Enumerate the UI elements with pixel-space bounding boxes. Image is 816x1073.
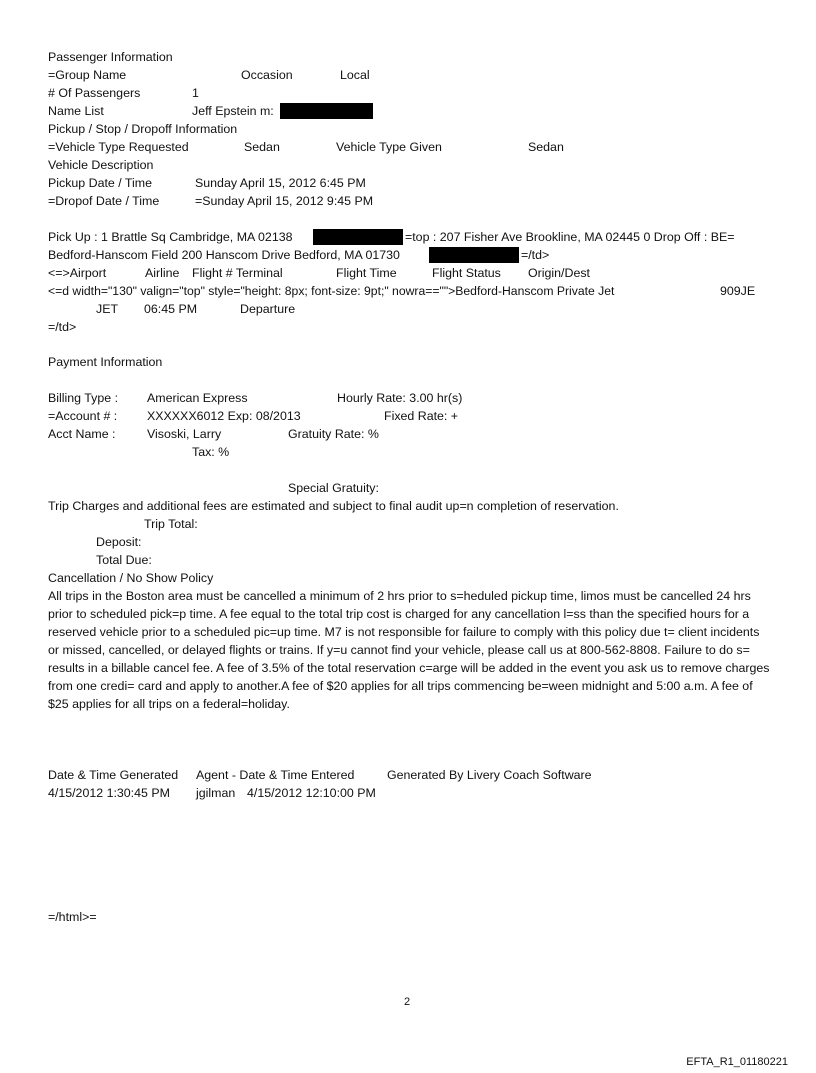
flight-header-number: Flight # Terminal — [192, 266, 283, 280]
dropoff-address: Bedford-Hanscom Field 200 Hanscom Drive Bedford, MA 01730 — [48, 248, 400, 262]
billing-type-value: American Express — [147, 391, 248, 405]
account-value: XXXXXX6012 Exp: 08/2013 — [147, 409, 301, 423]
charges-note: Trip Charges and additional fees are estimated and subject to final audit up=n completion of reservation. — [48, 499, 619, 513]
vehicle-requested-label: =Vehicle Type Requested — [48, 140, 189, 154]
generated-header-agent: Agent - Date & Time Entered — [196, 768, 355, 782]
flight-td-close: =/td> — [48, 320, 77, 334]
generated-header-date: Date & Time Generated — [48, 768, 179, 782]
flight-header-airport: <=>Airport — [48, 266, 107, 280]
vehicle-requested-value: Sedan — [244, 140, 280, 154]
special-gratuity: Special Gratuity: — [288, 481, 379, 495]
occasion-value: Local — [340, 68, 370, 82]
group-name-label: =Group Name — [48, 68, 127, 82]
tax-rate: Tax: % — [192, 445, 230, 459]
generated-header-by: Generated By Livery Coach Software — [387, 768, 592, 782]
policy-text: All trips in the Boston area must be cancelled a minimum of 2 hrs prior to s=heduled pickup time, limos must be cancelled 24 hrs prior to scheduled pick=p time. A fee equal to the total trip cost is charged for any cancellation l=ss than the specified hours for a reserved vehicle prior to a scheduled pic=up time. M7 is not responsible for failure to comply with this policy due t= client incidents or missed, cancelled, or delayed flights or trains. If y=u cannot find your vehicle, please call us at 800-562-8808. Failure to do s= results in a billable cancel fee. A fee of 3.5% of the total reservation c=arge will be added in the event you ask us to remove charges from one credi= card and apply to another.A fee of $20 applies for all trips commencing be=ween midnight and 5:00 a.m. A fee of $25 applies for all trips on a federal=holiday. — [48, 589, 770, 711]
stop-address: =top : 207 Fisher Ave Brookline, MA 02445 0 Drop Off : BE= — [405, 230, 735, 244]
vehicle-given-label: Vehicle Type Given — [336, 140, 442, 154]
name-list-value: Jeff Epstein m: — [192, 104, 274, 118]
payment-heading: Payment Information — [48, 355, 163, 369]
passengers-label: # Of Passengers — [48, 86, 141, 100]
flight-row-type: Departure — [240, 302, 296, 316]
html-close-tag: =/html>= — [48, 910, 97, 924]
flight-row-airline: JET — [96, 302, 119, 316]
pickup-heading: Pickup / Stop / Dropoff Information — [48, 122, 238, 136]
policy-heading: Cancellation / No Show Policy — [48, 571, 214, 585]
flight-row-markup: <=d width="130" valign="top" style="height: 8px; font-size: 9pt;" nowra=="">Bedford-Hanscom Private Jet — [48, 284, 615, 298]
page-number: 2 — [404, 996, 411, 1008]
redaction-bar — [313, 229, 403, 245]
total-due-label: Total Due: — [96, 553, 152, 567]
pickup-datetime-label: Pickup Date / Time — [48, 176, 152, 190]
acct-name-value: Visoski, Larry — [147, 427, 222, 441]
generated-value-entered: 4/15/2012 12:10:00 PM — [247, 786, 376, 800]
deposit-label: Deposit: — [96, 535, 142, 549]
flight-header-airline: Airline — [145, 266, 180, 280]
flight-row-number: 909JE — [720, 284, 756, 298]
occasion-label: Occasion — [241, 68, 293, 82]
flight-header-time: Flight Time — [336, 266, 397, 280]
dropoff-datetime-label: =Dropof Date / Time — [48, 194, 160, 208]
vehicle-description-label: Vehicle Description — [48, 158, 154, 172]
redaction-bar — [280, 103, 373, 119]
flight-header-status: Flight Status — [432, 266, 501, 280]
document-id: EFTA_R1_01180221 — [686, 1056, 788, 1068]
dropoff-datetime-value: =Sunday April 15, 2012 9:45 PM — [195, 194, 374, 208]
hourly-rate: Hourly Rate: 3.00 hr(s) — [337, 391, 463, 405]
generated-value-date: 4/15/2012 1:30:45 PM — [48, 786, 170, 800]
generated-value-agent: jgilman — [196, 786, 236, 800]
vehicle-given-value: Sedan — [528, 140, 564, 154]
flight-header-origin: Origin/Dest — [528, 266, 590, 280]
fixed-rate: Fixed Rate: + — [384, 409, 459, 423]
trip-total-label: Trip Total: — [144, 517, 198, 531]
name-list-label: Name List — [48, 104, 104, 118]
billing-type-label: Billing Type : — [48, 391, 119, 405]
redaction-bar — [429, 247, 519, 263]
route-td-close: =/td> — [521, 248, 550, 262]
account-label: =Account # : — [48, 409, 118, 423]
acct-name-label: Acct Name : — [48, 427, 116, 441]
gratuity-rate: Gratuity Rate: % — [288, 427, 379, 441]
passengers-value: 1 — [192, 86, 199, 100]
pickup-datetime-value: Sunday April 15, 2012 6:45 PM — [195, 176, 366, 190]
flight-row-time: 06:45 PM — [144, 302, 198, 316]
pickup-address: Pick Up : 1 Brattle Sq Cambridge, MA 02138 — [48, 230, 293, 244]
passenger-heading: Passenger Information — [48, 50, 173, 64]
